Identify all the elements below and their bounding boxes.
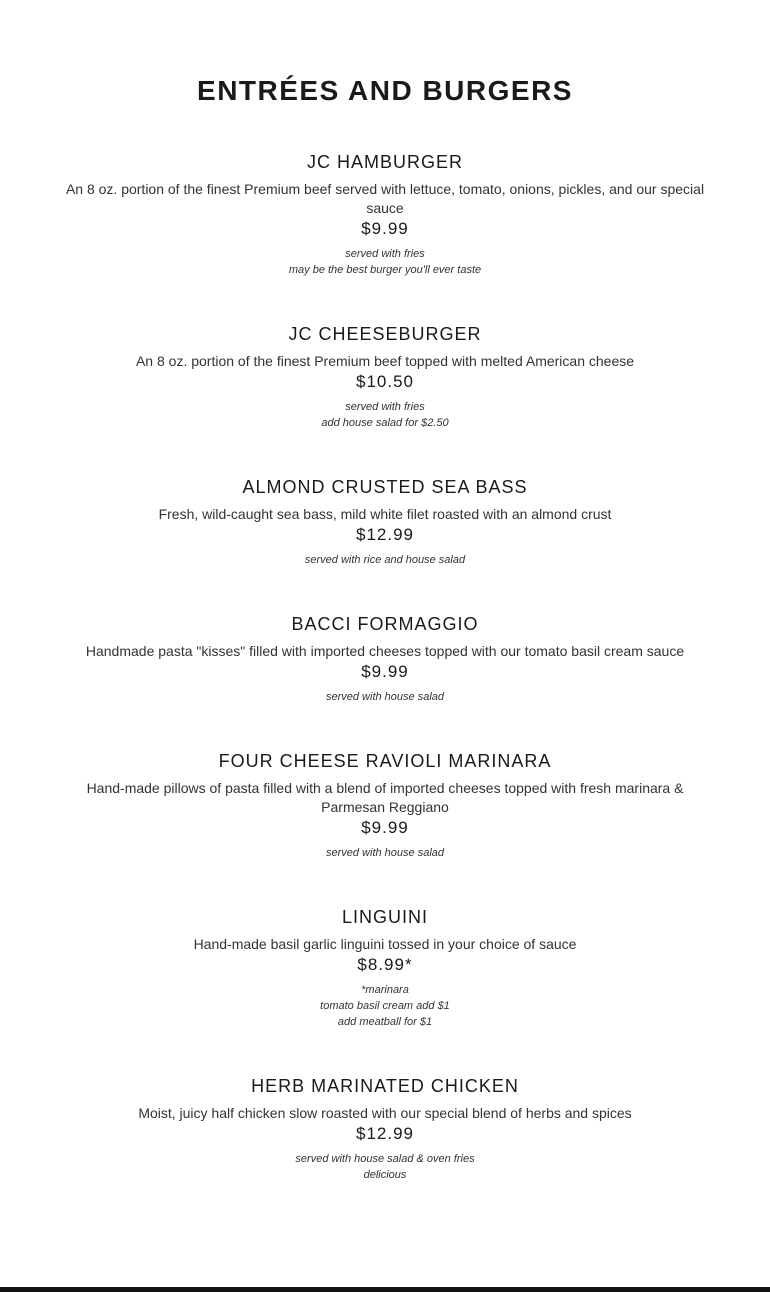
item-name: FOUR CHEESE RAVIOLI MARINARA: [218, 751, 552, 771]
item-notes: [55, 982, 715, 1030]
item-notes: [55, 246, 715, 278]
item-description: Moist, juicy half chicken slow roasted with our special blend of herbs and spices: [138, 1105, 632, 1121]
item-description: An 8 oz. portion of the finest Premium beef topped with melted American cheese: [135, 353, 635, 369]
item-name: LINGUINI: [341, 907, 428, 927]
item-description: Hand-made pillows of pasta filled with a blend of imported cheeses topped with fresh marinara & Parmesan Reggiano: [86, 780, 684, 815]
menu-item: [55, 151, 715, 278]
item-price: $8.99*: [357, 955, 413, 974]
item-note: tomato basil cream add $1: [320, 1000, 450, 1012]
item-description: Handmade pasta "kisses" filled with imported cheeses topped with our tomato basil cream sauce: [85, 643, 685, 659]
item-description: Hand-made basil garlic linguini tossed in your choice of sauce: [193, 936, 577, 952]
menu-item: [55, 1075, 715, 1183]
item-notes: [55, 1151, 715, 1183]
item-description: An 8 oz. portion of the finest Premium beef served with lettuce, tomato, onions, pickles, and our special sauce: [65, 181, 705, 216]
menu-item: [55, 613, 715, 705]
item-note: served with rice and house salad: [304, 554, 466, 566]
menu-item: [55, 476, 715, 568]
item-price: $10.50: [356, 372, 414, 391]
item-note: served with house salad: [325, 691, 444, 703]
menu-item: [55, 906, 715, 1030]
menu-item: [55, 750, 715, 861]
footer-bar: [0, 1287, 770, 1292]
item-price: $12.99: [356, 1124, 414, 1143]
item-notes: [55, 399, 715, 431]
item-notes: [55, 689, 715, 705]
item-name: ALMOND CRUSTED SEA BASS: [242, 477, 528, 497]
item-price: $9.99: [361, 818, 409, 837]
item-price: $9.99: [361, 219, 409, 238]
item-name: JC HAMBURGER: [306, 152, 463, 172]
item-note: served with house salad & oven fries: [295, 1153, 475, 1165]
item-name: JC CHEESEBURGER: [288, 324, 482, 344]
item-price: $9.99: [361, 662, 409, 681]
item-notes: [55, 845, 715, 861]
item-notes: [55, 552, 715, 568]
item-note: served with fries: [345, 248, 425, 260]
item-price: $12.99: [356, 525, 414, 544]
item-name: HERB MARINATED CHICKEN: [251, 1076, 519, 1096]
item-note: delicious: [363, 1169, 407, 1181]
item-note: served with fries: [345, 401, 425, 413]
item-note: add house salad for $2.50: [321, 417, 449, 429]
item-description: Fresh, wild-caught sea bass, mild white filet roasted with an almond crust: [158, 506, 612, 522]
item-note: add meatball for $1: [337, 1016, 433, 1028]
item-note: *marinara: [361, 984, 409, 996]
item-note: served with house salad: [325, 847, 444, 859]
section-title: ENTRÉES AND BURGERS: [197, 75, 573, 106]
item-name: BACCI FORMAGGIO: [291, 614, 479, 634]
item-note: may be the best burger you'll ever taste: [288, 264, 482, 276]
menu-item: [55, 323, 715, 431]
